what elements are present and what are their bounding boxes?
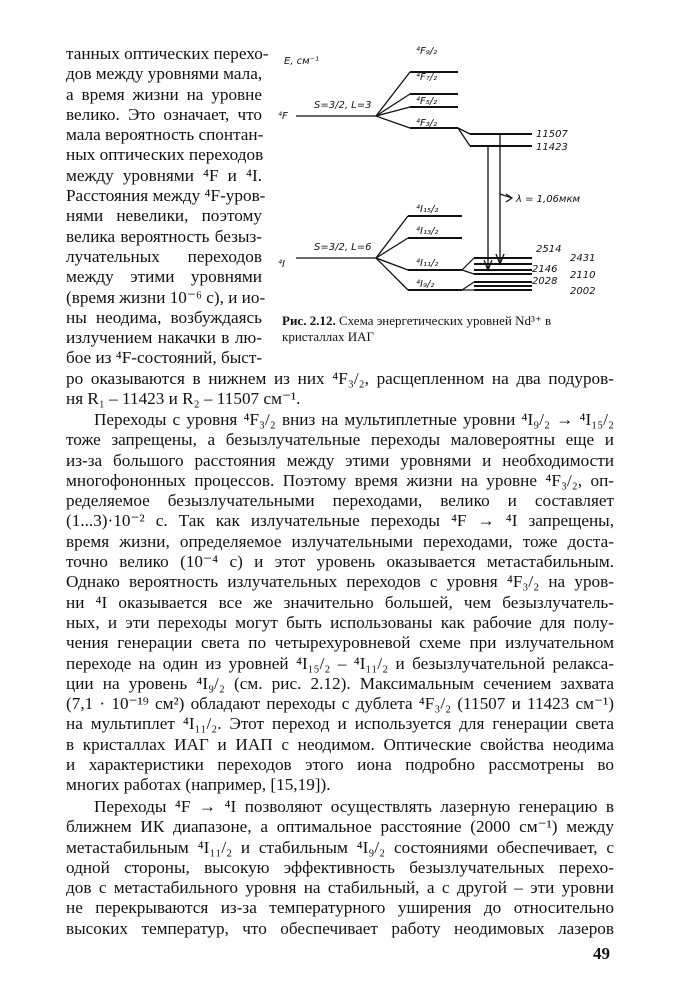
text-line: (время жизни 10⁻⁶ с), и ио- <box>66 287 266 307</box>
page-number: 49 <box>593 944 610 963</box>
level-value: 2110 <box>570 270 596 281</box>
text-line: мала вероятность спонтан- <box>66 125 264 145</box>
wavelength-label: λ = 1,06мкм <box>516 194 581 205</box>
level-label: ⁴F₅/₂ <box>416 96 438 107</box>
text-line: ределяемое безызлучательными переходами, велико и составляет <box>66 491 614 511</box>
text-line: велико. Это означает, что <box>66 104 262 124</box>
level-label: ⁴F₉/₂ <box>416 46 438 57</box>
level-value: 2002 <box>570 286 596 297</box>
axis-label: E, см⁻¹ <box>284 56 320 67</box>
text-line: не перекрываются из-за температурного уширения до относительно <box>66 898 614 918</box>
text-line: переходе на один из уровней ⁴I₁₅/₂ – ⁴I₁₁/₂ и безызлучательной релакса- <box>66 653 614 673</box>
text-line: ных, и эти переходы могут быть использованы как рабочие для полу- <box>66 612 614 632</box>
text-line: танных оптических перехо- <box>66 44 269 63</box>
text-line: ни ⁴I оказывается все же значительно большей, чем безызлучатель- <box>66 592 614 612</box>
paragraph-2 <box>66 410 614 796</box>
text-line: в кристаллах ИАГ и ИАП с неодимом. Оптические свойства неодима <box>66 734 614 754</box>
text-line: дов с метастабильного уровня на стабильный, а с другой – эти уровни <box>66 878 614 898</box>
text-line: одной стороны, высокую эффективность безызлучательных перехо- <box>66 857 614 877</box>
text-line: Однако вероятность излучательных переходов с уровня ⁴F₃/₂ на уров- <box>66 572 614 592</box>
level-value: 11423 <box>536 142 568 153</box>
lower-group-quantum: S=3/2, L=6 <box>314 242 372 253</box>
level-value: 2028 <box>532 276 558 287</box>
text-line: ции на уровень ⁴I₉/₂ (см. рис. 2.12). Максимальным сечением захвата <box>66 673 614 693</box>
text-line: чения генерации света по четырехуровневой схеме при излучательном <box>66 633 614 653</box>
level-label: ⁴F₇/₂ <box>416 72 438 83</box>
text-line: ных оптических переходов <box>66 145 264 165</box>
text-line: многофононных процессов. Поэтому время жизни на уровне ⁴F₃/₂, оп- <box>66 470 614 490</box>
figure-caption <box>282 313 614 345</box>
text-line: лучательных переходов <box>66 246 262 266</box>
text-line: тоже запрещены, а безызлучательные переходы маловероятны еще и <box>66 430 614 450</box>
left-column-text <box>66 44 269 369</box>
text-line: Расстояния между ⁴F-уров- <box>66 186 266 206</box>
text-line: на мультиплет ⁴I₁₁/₂. Этот переход и используется для генерации света <box>66 714 614 734</box>
text-line: высоких температур, что обеспечивает работу неодимовых лазеров <box>66 918 614 938</box>
text-line: велика вероятность безыз- <box>66 226 262 246</box>
caption-label: Рис. 2.12. <box>282 313 336 328</box>
level-value: 11507 <box>536 129 568 140</box>
text-line: из-за большого расстояния между этими уровнями и необходимости <box>66 450 614 470</box>
text-line: излучением накачки в лю- <box>66 328 262 348</box>
text-line: Переходы с уровня ⁴F₃/₂ вниз на мультиплетные уровни ⁴I₉/₂ → ⁴I₁₅/₂ <box>94 410 614 429</box>
text-line: нями невелики, поэтому <box>66 206 262 226</box>
level-value: 2431 <box>570 253 596 264</box>
text-line: многих работах (например, [15,19]). <box>66 775 331 795</box>
text-line: бое из ⁴F-состояний, быст- <box>66 348 263 368</box>
text-line: дов между уровнями мала, <box>66 64 263 84</box>
caption-text: Схема энергетических уровней Nd³⁺ в <box>335 313 552 328</box>
text-line: ны неодима, возбуждаясь <box>66 307 262 327</box>
text-line: Переходы ⁴F → ⁴I позволяют осуществлять лазерную генерацию в <box>94 797 614 816</box>
lower-group-label: ⁴I <box>278 259 285 270</box>
text-line: а время жизни на уровне <box>66 84 262 104</box>
text-line: метастабильным ⁴I₁₁/₂ и стабильным ⁴I₉/₂ состояниями обеспечивает, с <box>66 837 614 857</box>
text-line: (1...3)·10⁻² с. Так как излучательные переходы ⁴F → ⁴I запрещены, <box>66 511 614 531</box>
text-line: между уровнями ⁴F и ⁴I. <box>66 165 262 185</box>
upper-group-label: ⁴F <box>278 111 288 122</box>
caption-text: кристаллах ИАГ <box>282 329 375 344</box>
level-label: ⁴F₃/₂ <box>416 118 438 129</box>
text-line: (7,1 · 10⁻¹⁹ см²) обладают переходы с дублета ⁴F₃/₂ (11507 и 11423 см⁻¹) <box>66 694 614 714</box>
level-value: 2146 <box>532 264 558 275</box>
text-line: ближнем ИК диапазоне, а оптимальное расстояние (2000 см⁻¹) между <box>66 817 614 837</box>
text-line: между этими уровнями <box>66 267 262 287</box>
level-label: ⁴I₁₃/₂ <box>416 226 439 237</box>
continuation-text <box>66 369 614 410</box>
text-line: время жизни, определяемое излучательными переходами, тоже доста- <box>66 531 614 551</box>
arrow-head <box>506 194 512 202</box>
text-line: точно велико (10⁻⁴ с) и этот уровень оказывается метастабильным. <box>66 552 614 572</box>
level-label: ⁴I₁₅/₂ <box>416 204 439 215</box>
text-line: и характеристики переходов этого иона подробно рассмотрены во <box>66 755 614 775</box>
level-value: 2514 <box>536 244 562 255</box>
upper-group-quantum: S=3/2, L=3 <box>314 100 372 111</box>
paragraph-3 <box>66 797 614 939</box>
text-line: ро оказываются в нижнем из них ⁴F₃/₂, расщепленном на два подуров- <box>66 369 614 388</box>
energy-level-diagram <box>270 44 620 306</box>
text-line: ня R₁ – 11423 и R₂ – 11507 см⁻¹. <box>66 389 301 409</box>
level-label: ⁴I₉/₂ <box>416 279 435 290</box>
level-label: ⁴I₁₁/₂ <box>416 258 439 269</box>
